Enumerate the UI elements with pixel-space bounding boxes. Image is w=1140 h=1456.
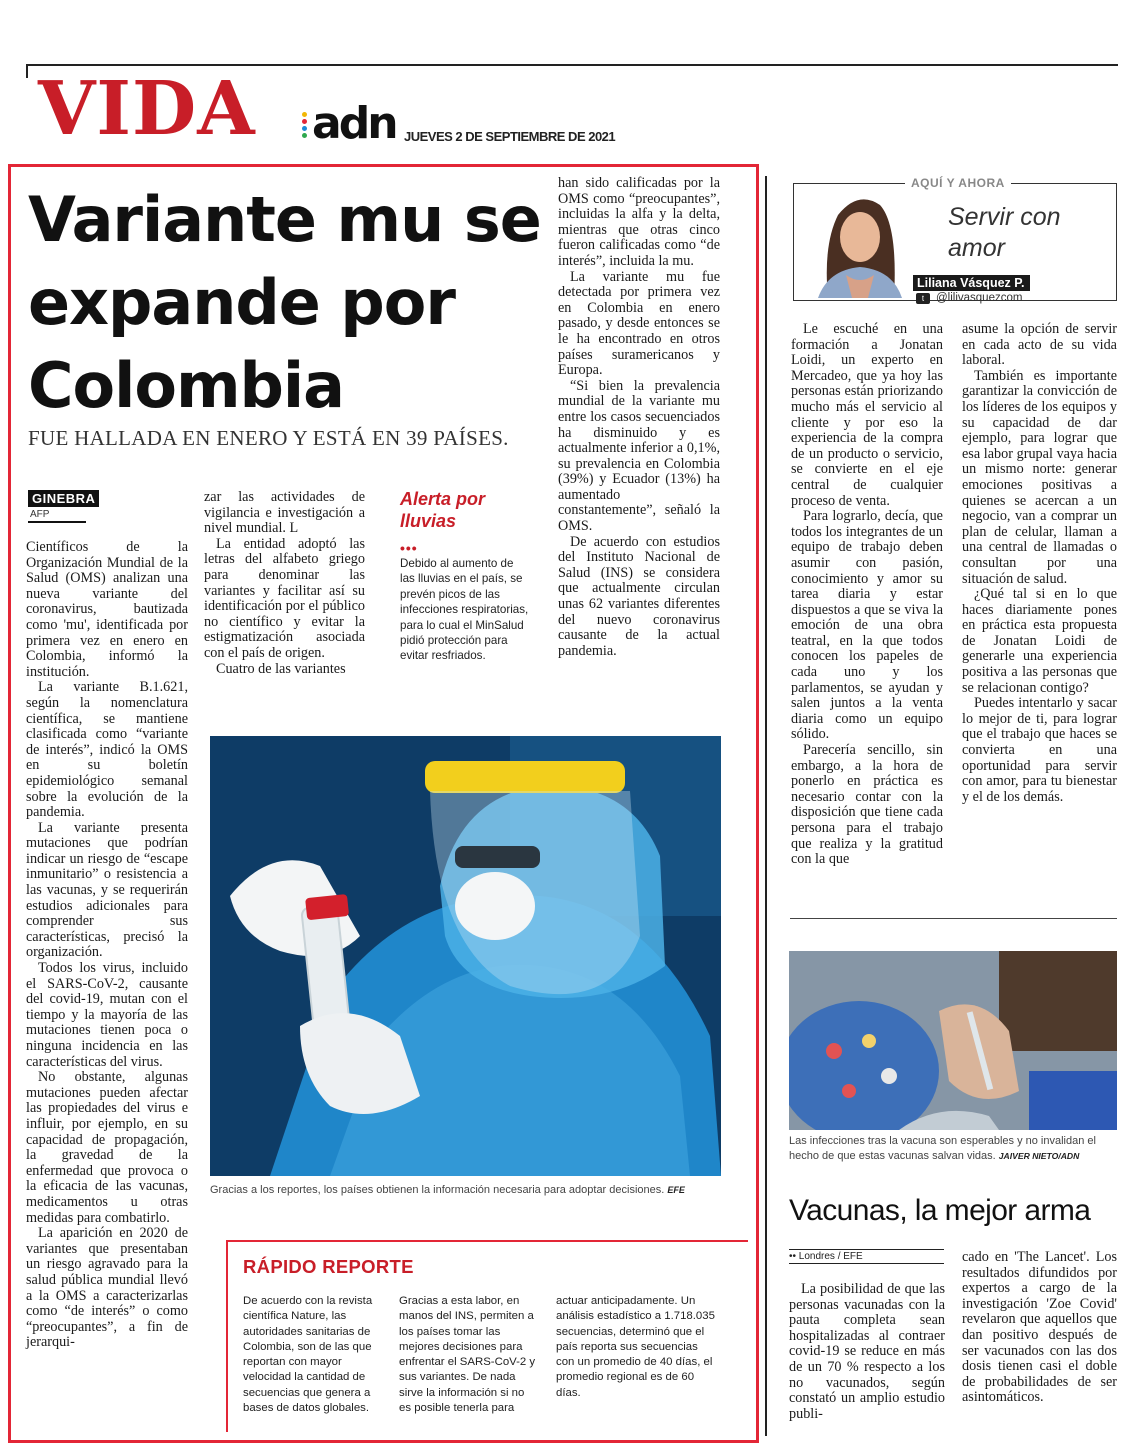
opinion-bottom-rule (790, 918, 1117, 919)
vaccine-photo-caption (789, 1134, 1119, 1164)
subhead: FUE HALLADA EN ENERO Y ESTÁ EN 39 PAÍSES. (28, 426, 509, 450)
paragraph: asume la opción de servir en cada acto de su vida laboral. (962, 321, 1117, 369)
vaccine-column-2 (962, 1250, 1117, 1406)
twitter-icon: t (916, 293, 930, 304)
paragraph: Para lograrlo, decía, que todos los integrantes de un equipo de trabajo deben asumir con pasión, conocimiento y amor su tarea diaria y estar dispuestos a que se viva la emoción de una obra teatral, en la que todos conocen los papeles de cada uno y los parlamentos, se ayudan y salen juntos a la venta diaria como un equipo sólido. (791, 508, 943, 743)
paragraph: “Si bien la prevalencia mundial de la variante mu entre los casos secuenciados ha disminuido y es actualmente inferior a 0,1%, su prevalencia en Colombia (39%) y Ecuador (13%) ha aumentado constantemente”, señaló la OMS. (558, 377, 720, 535)
column-divider (765, 176, 767, 1436)
author-handle-text: @lilivasquezcom (936, 292, 1023, 304)
vaccination-photo (789, 951, 1117, 1130)
alert-body: Debido al aumento de las lluvias en el país, se prevén picos de las infecciones respiratorias, para lo cual el MinSalud pidió protección para evitar resfriados. (400, 557, 529, 663)
paragraph: La variante mu fue detectada por primera vez en Colombia en enero pasado, y desde entonces se le ha encontrado en otros países suramericanos y Europa. (558, 268, 720, 379)
paragraph: La variante presenta mutaciones que podrían indicar un riesgo de “escape inmunitario” o resistencia a las vacunas, y se requerirán estudios adicionales para comprender sus características, precisó la organización. (26, 819, 188, 961)
author-handle[interactable] (916, 292, 1022, 304)
brand-logo: adn (312, 98, 396, 149)
author-portrait (798, 185, 916, 298)
paragraph: También es importante garantizar la convicción de los líderes de los equipos y su capacidad de dar ejemplo, para lograr que esa labor grupal vaya hacia un mismo norte: generar emociones positivas a quienes se acercan a un negocio, van a comprar un plan de celular, llaman a una central de llamadas o consultan por una situación de salud. (962, 367, 1117, 587)
paragraph: han sido calificadas por la OMS como “preocupantes”, incluidas la alfa y la delta, mientras que otras cinco fueron calificadas como “de interés”, incluida la mu. (558, 175, 720, 269)
rapid-report-col-3: actuar anticipadamente. Un análisis estadístico a 1.718.035 secuencias, determinó que el país reporta sus secuencias con un promedio de 40 días, el promedio regional es de 60 días. (556, 1295, 715, 1399)
dateline-rule (28, 521, 86, 523)
opinion-column-1 (791, 322, 943, 868)
issue-date: JUEVES 2 DE SEPTIEMBRE DE 2021 (404, 129, 616, 144)
paragraph: Le escuché en una formación a Jonatan Loidi, un experto en Mercadeo, que ya hoy las personas están priorizando mucho más el servicio al cliente y por eso la experiencia de la compra de un producto o servicio, se convierte en el eje central de cualquier proceso de venta. (791, 321, 943, 509)
paragraph: zar las actividades de vigilancia e investigación a nivel mundial. L (204, 489, 365, 537)
photo-credit: EFE (667, 1185, 685, 1195)
alert-title: Alerta por lluvias (400, 489, 486, 531)
paragraph: cado en 'The Lancet'. Los resultados difundidos por expertos a cargo de la investigación 'Zoe Covid' revelaron que aquellos que dan positivo después de ser vacunados con las dos dosis tienen casi el doble de probabilidades de ser asintomáticos. (962, 1249, 1117, 1406)
author-portrait-illustration (798, 185, 916, 298)
agency-credit: AFP (30, 509, 50, 520)
paragraph: ¿Qué tal si en lo que haces diariamente pones en práctica esta propuesta de Jonatan Loidi de generarle una experiencia positiva a las personas que se relacionan contigo? (962, 586, 1117, 696)
paragraph: Científicos de la Organización Mundial de la Salud (OMS) analizan una nueva variante del coronavirus, bautizada como 'mu', identificada por primera vez en enero en Colombia, informó la institución. (26, 539, 188, 680)
top-rule-tick (26, 64, 28, 78)
opinion-title: Servir con amor (948, 203, 1061, 262)
article-column-3 (558, 176, 720, 659)
lab-technician-photo (210, 736, 721, 1176)
rapid-report-col-2: Gracias a esta labor, en manos del INS, permiten a los países tomar las mejores decisiones para enfrentar el SARS-CoV-2 y sus variantes. De nada sirve la información si no es posible tenerla para (399, 1295, 536, 1415)
vaccine-headline: Vacunas, la mejor arma (789, 1194, 1091, 1227)
photo-credit: JAIVER NIETO/ADN (998, 1151, 1080, 1161)
paragraph: Parecería sencillo, sin embargo, a la hora de ponerlo en práctica es necesario contar con la disposición que tiene cada persona para el trabajo que realiza y la gratitud con la que (791, 742, 943, 868)
section-title: VIDA (38, 66, 256, 152)
article-column-1 (26, 540, 188, 1351)
paragraph: La variante B.1.621, según la nomenclatura científica, se mantiene clasificada como “variante de interés”, indicó la OMS en su boletín epidemiológico semanal sobre la evolución de la pandemia. (26, 679, 188, 821)
paragraph: Todos los virus, incluido el SARS-CoV-2, causante del covid-19, mutan con el tiempo y la mayoría de las mutaciones tienen poca o ninguna incidencia en las características del virus. (26, 960, 188, 1070)
caption-text: Gracias a los reportes, los países obtienen la información necesaria para adoptar decisiones. (210, 1184, 665, 1196)
headline: Variante mu se expande por Colombia (28, 183, 541, 422)
main-photo-caption (210, 1184, 730, 1196)
rapid-report-col-1: De acuerdo con la revista científica Nature, las autoridades sanitarias de Colombia, son de las que reportan con mayor velocidad la cantidad de secuencias que genera a bases de datos globales. (243, 1295, 373, 1415)
vaccine-column-1 (789, 1282, 945, 1422)
rapid-report-title: RÁPIDO REPORTE (243, 1256, 414, 1277)
paragraph: Cuatro de las variantes (216, 660, 346, 677)
author-name: Liliana Vásquez P. (913, 275, 1030, 291)
paragraph: La entidad adoptó las letras del alfabeto griego para denominar las variantes y facilitar así su identificación por el público no científico y evitar la estigmatización asociada con el país de origen. (204, 535, 365, 661)
alert-dots: ••• (400, 540, 418, 556)
brand-dots-icon (302, 112, 308, 138)
lab-technician-illustration (210, 736, 721, 1176)
paragraph: Puedes intentarlo y sacar lo mejor de ti, para lograr que el trabajo que haces se convierta en una oportunidad para servir con amor, para tu bienestar y el de los demás. (962, 695, 1117, 805)
article-column-2 (204, 490, 365, 677)
paragraph: No obstante, algunas mutaciones pueden afectar las propiedades del virus e influir, por ejemplo, en su capacidad de propagación, la gravedad de la enfermedad que provoca o la eficacia de las vacunas, medicamentos u otras medidas para combatirlo. (26, 1069, 188, 1226)
paragraph: La posibilidad de que las personas vacunadas con la pauta completa sean hospitalizadas al contraer covid-19 se reduce en más de un 70 % respecto a los no vacunados, según constató un amplio estudio publi- (789, 1281, 945, 1422)
opinion-column-2 (962, 322, 1117, 805)
caption-text: Las infecciones tras la vacuna son esperables y no invalidan el hecho de que estas vacunas salvan vidas. (789, 1135, 1096, 1162)
opinion-column-label: AQUÍ Y AHORA (905, 176, 1011, 190)
vaccine-source: •• Londres / EFE (789, 1249, 944, 1264)
paragraph: La aparición en 2020 de variantes que presentaban un riesgo agravado para la salud pública mundial llevó a la OMS a caracterizarlas como “de interés” o como “preocupantes”, a fin de jerarqui- (26, 1225, 188, 1351)
vaccination-illustration (789, 951, 1117, 1130)
paragraph: De acuerdo con estudios del Instituto Nacional de Salud (INS) se considera que actualmente circulan unas 62 variantes diferentes del nuevo coronavirus causante de la actual pandemia. (558, 533, 720, 659)
dateline-tag: GINEBRA (28, 490, 99, 507)
